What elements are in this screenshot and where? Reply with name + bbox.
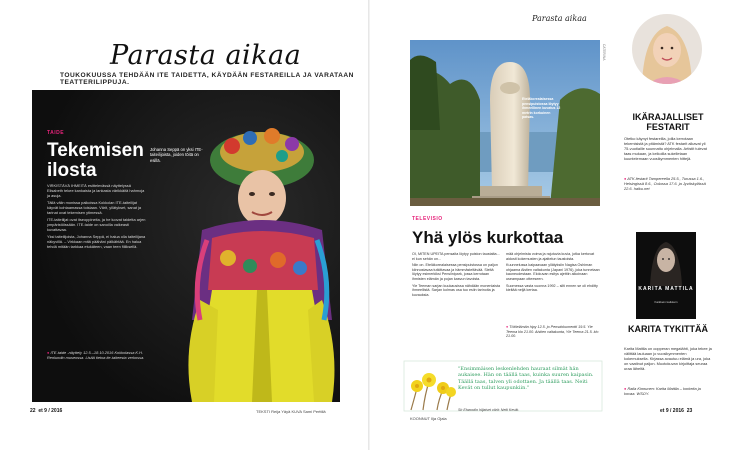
article-headline: Tekemisen ilosta <box>47 140 144 181</box>
book-title: KARITA MATTILA <box>638 286 694 292</box>
book-headline: KARITA TYKITTÄÄ <box>628 324 708 334</box>
bullet-icon: ● <box>624 176 628 181</box>
festival-text: Otetko käynyt festareilla, joilla kerrotaan tekemisistä ja pitämistä? ATK festarit alkavat yli 75-vuotiaille suunnattu ohjelmalla. Artistit tulevat taas mukaan, ja keikoilla sukelletaan kuuntelemaan vuosikymmenten hittejä. <box>624 136 707 161</box>
body-paragraph: Niin on. Eteläkorealaisessa pensipuistossa on paljon kiinnostavaa tutkittavaa ja hämmästeltävää. Sieltä löytyy esimerkiksi Pensiinipark, jossa kerrotaan ihmisten elämän ja pojan kasvun tavoista. <box>412 263 498 281</box>
book-text: Karita Mattila on oopperan megatähti, joka tekee ja välittää lauluaan jo vuosikymmenten kokemuksella. Kirjassa avautuu elämä ja ura, joka on vaatinut paljon. Muotokuvan kirjoittaja seuraa uraa läheltä. <box>624 346 712 371</box>
book-info-text: Raila Kinnunen: Karita Mattila – korkeita ja kovaa. WSOY. <box>624 386 701 396</box>
section-signature: Parasta aikaa <box>532 14 587 23</box>
festival-portrait <box>632 14 702 84</box>
page-number: 23 <box>686 408 693 414</box>
body-paragraph: mää ohjelmista voima ja rajutuvia kuvia, jotka kertovat aidosti kokemusten ja ajattelun taustoista. <box>506 252 595 261</box>
festival-info <box>624 176 712 191</box>
issue-label: et 9 / 2016 <box>660 408 684 414</box>
quote-text: "Ensimmäisen leskenlehden hauraat silmät hän aukaisee. Hän on täällä taas, kuinka suuren kaipasin. Täällä taas, talven yli odottaen. Ja täällä taas. Neiti Kevät on tullut kaupunkiin." <box>458 366 594 392</box>
event-info <box>47 350 147 360</box>
body-paragraph: ITE-taiteilijat ovat itseoppineita, ja he luovat taidetta arjen ympäristöissään. ITE-taide on sanoilla vaikeasti kuvattavaa. <box>47 217 146 232</box>
bullet-icon: ● <box>624 386 628 391</box>
tv-credit: KOONNUT Ilja Ojala <box>410 416 447 421</box>
body-paragraph: VIRKISTÄVÄ IHMEITÄ esittelevässä näyttelyssä Elisabeth tekee kankaista ja lankasta värikkäitä hahmoja ja asuja. <box>47 183 145 198</box>
photo-credit: CATERINA <box>602 44 606 61</box>
tv-schedule-text: Tötöelämän hipy 12.5. jo Pensdokumentti 19.5. Yle Teema klo 21.00. Aistien valtakunta, Yle Teema 21.5. klo 21.00. <box>506 325 599 339</box>
quote-source: Sir Elwoodin hiljaiset värit: Neiti Kevät. <box>458 408 520 412</box>
body-paragraph: Yle Teeman sarjan kuukausissa nähdään monenlaista ihmeellistä. Sarjan kolmas osa tuo esiin tarinoita ja kuvauksia. <box>412 283 501 297</box>
portrait-illustration <box>632 14 702 84</box>
body-paragraph: Tällä välin monissa paikoissa Kokkolan ITE-taiteilijat käyvät kohtaamassa toisiaan. Värit, yllätykset, sanat ja tarinat ovat tekemisen ytimessä. <box>47 200 142 215</box>
article-credit: TEKSTI Reija Yäyä KUVA Sami Perttilä <box>256 409 326 414</box>
section-title: Parasta aikaa <box>110 40 302 71</box>
page-number-left <box>30 408 62 414</box>
page-number: 22 <box>30 408 36 414</box>
book-cover <box>636 232 696 319</box>
photo-caption: Johanna Seppä on yksi ITE-taiteilijoista, joiden töitä on esillä. <box>150 147 203 163</box>
page-number-right <box>660 408 692 414</box>
statue-caption: Eteläkorealaisessa pensipuistossa löytyy ihmeellinen kuvatus 12 metrin korkuinen patsas. <box>522 97 561 119</box>
tv-column-1 <box>412 252 502 299</box>
statue-photo <box>410 40 600 206</box>
body-paragraph: Kuunnelussa kaipaavaan yllätyksiin Nagisa Oshiman ohjaama Aistien valtakunta (Japani 1976), joka tunnetaan kauneudestaan. Elokuvan esitys ajettiin aikoinaan useampaan otteeseen. <box>506 263 600 281</box>
article-body <box>47 183 147 251</box>
statue-illustration <box>410 40 600 206</box>
festival-info-text: ATK-festarit Tampereella 25.5., Turussa 1.6., Helsingissä 8.6., Oulussa 17.6. ja Jyväskylässä 22.6. haiku.net <box>624 176 706 191</box>
tv-column-2 <box>506 252 600 295</box>
body-paragraph: Yksi taiteilijoista, Johanna Seppä, ei halua olla taiteilijana näkyvillä. – Virkkaan mitä päähäni pälkähtää. En halua tehdä mitään tarkkaa etukäteen, vaan teen fiiliksellä. <box>47 234 146 249</box>
bullet-icon: ● <box>47 350 51 355</box>
body-paragraph: OI, MITEN UPEITA pensaita löytyy puiston taustalta... ei kun sehän on... <box>412 252 500 261</box>
book-subtitle: Kaikkein kaikkein <box>654 300 678 304</box>
tv-schedule <box>506 325 600 339</box>
event-info-text: ITE-taide -näyttely 12.5.–18.10.2016 Kokkolassa K.H. Renlundin museossa. Lisää tietoa ite-taiteesta verkossa. <box>47 350 145 360</box>
book-cover-portrait <box>636 232 696 286</box>
tv-headline: Yhä ylös kurkottaa <box>412 228 564 247</box>
festival-headline: IKÄRAJALLISET FESTARIT <box>632 112 704 132</box>
section-strap: TOUKOKUUSSA TEHDÄÄN ITE TAIDETTA, KÄYDÄÄN FESTAREILLA JA VARATAAN TEATTERILIPPUJA. <box>60 72 354 86</box>
book-info <box>624 386 712 396</box>
article-tag: TAIDE <box>47 130 65 136</box>
tv-tag: TELEVISIO <box>412 216 443 222</box>
page-gutter <box>368 0 370 450</box>
bullet-icon: ● <box>506 325 510 329</box>
body-paragraph: Suomessa vasta vuonna 1992 – silti ennen se oli ehditty kieltää neljä kertaa. <box>506 283 598 293</box>
issue-label: et 9 / 2016 <box>38 408 63 414</box>
